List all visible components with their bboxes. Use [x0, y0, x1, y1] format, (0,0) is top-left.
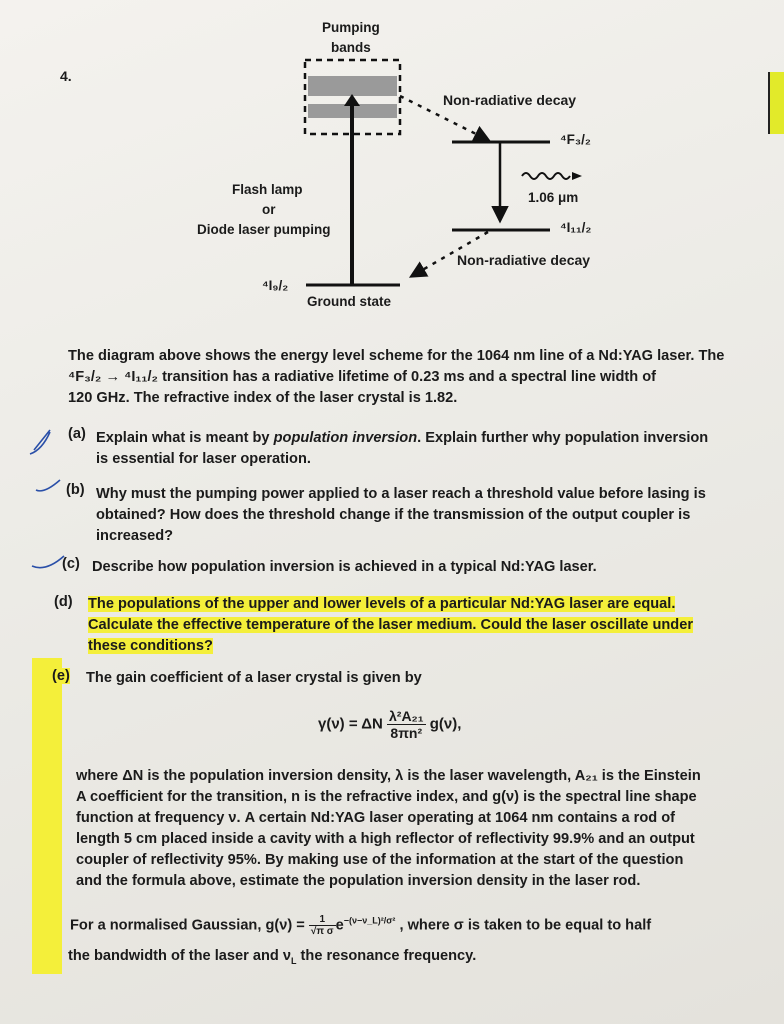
pumping-band-upper — [308, 76, 397, 96]
gaussian-exp-base: e — [335, 917, 344, 934]
part-e-line-1: where ΔN is the population inversion density, λ is the laser wavelength, A₂₁ is the Einstein — [76, 768, 701, 784]
photon-arrow-head — [572, 172, 582, 180]
part-e-line-6: and the formula above, estimate the population inversion density in the laser rod. — [76, 873, 641, 889]
part-d-line-3: these conditions? — [88, 638, 213, 654]
non-radiative-top-label: Non-radiative decay — [443, 92, 577, 108]
gaussian-numerator: 1 — [309, 914, 336, 926]
formula-numerator: λ²A₂₁ — [389, 708, 424, 724]
resonance-subscript: L — [290, 955, 297, 966]
gaussian-fraction — [309, 914, 336, 937]
part-e-line-4: length 5 cm placed inside a cavity with a high reflector of reflectivity 99.9% and an output — [76, 831, 695, 847]
gaussian-note-line-2a: the bandwidth of the laser and ν — [68, 948, 291, 964]
transition-label: ⁴F₃/₂ → ⁴I₁₁/₂ — [68, 369, 159, 385]
part-d-line-2: Calculate the effective temperature of the laser medium. Could the laser oscillate under — [88, 617, 694, 633]
photon-wave — [522, 173, 570, 179]
non-radiative-bottom-label: Non-radiative decay — [457, 252, 591, 268]
wavelength-label: 1.06 μm — [528, 190, 579, 205]
part-b-label: (b) — [66, 482, 85, 498]
gaussian-exponent: −(ν−ν_L)²/σ² — [343, 915, 396, 926]
pumping-bands-label-1: Pumping — [322, 20, 380, 35]
intro-line-2 — [68, 367, 752, 388]
part-a-text — [96, 428, 752, 470]
part-e-line-3: function at frequency ν. A certain Nd:YAG laser operating at 1064 nm contains a rod of — [76, 810, 676, 826]
pump-or-label: or — [262, 202, 276, 217]
part-e-line-5: coupler of reflectivity 95%. By making use of the information at the start of the question — [76, 852, 684, 868]
formula-rhs: g(ν), — [429, 715, 462, 733]
part-b-line-1: Why must the pumping power applied to a laser reach a threshold value before lasing is — [96, 486, 706, 502]
check-mark-a — [30, 430, 50, 454]
formula-lhs: γ(ν) = ΔN — [318, 715, 383, 733]
part-d-text — [88, 594, 752, 657]
gain-formula — [318, 708, 461, 741]
part-d-label: (d) — [54, 594, 73, 610]
intro-line-1: The diagram above shows the energy level scheme for the 1064 nm line of a Nd:YAG laser. The — [68, 348, 725, 364]
question-number: 4. — [60, 68, 72, 84]
part-b-line-2: obtained? How does the threshold change if the transmission of the output coupler is — [96, 507, 691, 523]
gaussian-note-line-2b: the resonance frequency. — [296, 948, 477, 964]
part-e-line-2: A coefficient for the transition, n is the refractive index, and g(ν) is the spectral line shape — [76, 789, 697, 805]
part-c-label: (c) — [62, 556, 80, 572]
check-mark-b — [36, 480, 60, 491]
pumping-bands-label-2: bands — [331, 40, 371, 55]
check-mark-c — [32, 556, 64, 568]
part-a-line-1 — [96, 428, 752, 449]
part-e-label-text: (e) — [52, 668, 70, 684]
formula-denominator: 8πn² — [390, 725, 423, 741]
gaussian-denominator: √π σ — [310, 926, 334, 937]
part-c-text: Describe how population inversion is achieved in a typical Nd:YAG laser. — [92, 559, 597, 575]
gaussian-note-line-1 — [70, 914, 752, 937]
part-a-label: (a) — [68, 426, 86, 442]
part-e-intro: The gain coefficient of a laser crystal is given by — [86, 670, 422, 686]
diode-pumping-label: Diode laser pumping — [197, 222, 331, 237]
part-e-label — [52, 668, 70, 684]
intro-line-3: 120 GHz. The refractive index of the laser crystal is 1.82. — [68, 390, 458, 406]
gaussian-note-line-2 — [68, 948, 476, 966]
upper-level-label: ⁴F₃/₂ — [560, 132, 591, 147]
part-e-body — [76, 766, 752, 892]
formula-fraction — [387, 708, 426, 741]
part-a-line-1b: . Explain further why population inversion — [417, 430, 709, 446]
part-b-line-3: increased? — [96, 528, 174, 544]
highlight-strip — [32, 658, 62, 974]
gaussian-note-lead: For a normalised Gaussian, g(ν) = — [70, 917, 309, 934]
population-inversion-term: population inversion — [273, 430, 418, 446]
intro-paragraph — [68, 346, 752, 409]
ground-state-label: Ground state — [307, 294, 392, 309]
energy-level-svg — [0, 0, 784, 330]
energy-level-diagram — [0, 0, 784, 330]
lower-level-label: ⁴I₁₁/₂ — [560, 220, 592, 235]
gaussian-note-tail: , where σ is taken to be equal to half — [395, 917, 652, 934]
part-a-line-1a: Explain what is meant by — [96, 430, 274, 446]
part-d-line-1: The populations of the upper and lower levels of a particular Nd:YAG laser are equal. — [88, 596, 676, 612]
ground-level-term: ⁴I₉/₂ — [262, 278, 289, 293]
part-b-text — [96, 484, 752, 547]
part-a-line-2: is essential for laser operation. — [96, 451, 311, 467]
intro-line-2-text: transition has a radiative lifetime of 0.23 ms and a spectral line width of — [158, 369, 656, 385]
pen-marks-svg — [20, 420, 80, 580]
flash-lamp-label: Flash lamp — [232, 182, 303, 197]
